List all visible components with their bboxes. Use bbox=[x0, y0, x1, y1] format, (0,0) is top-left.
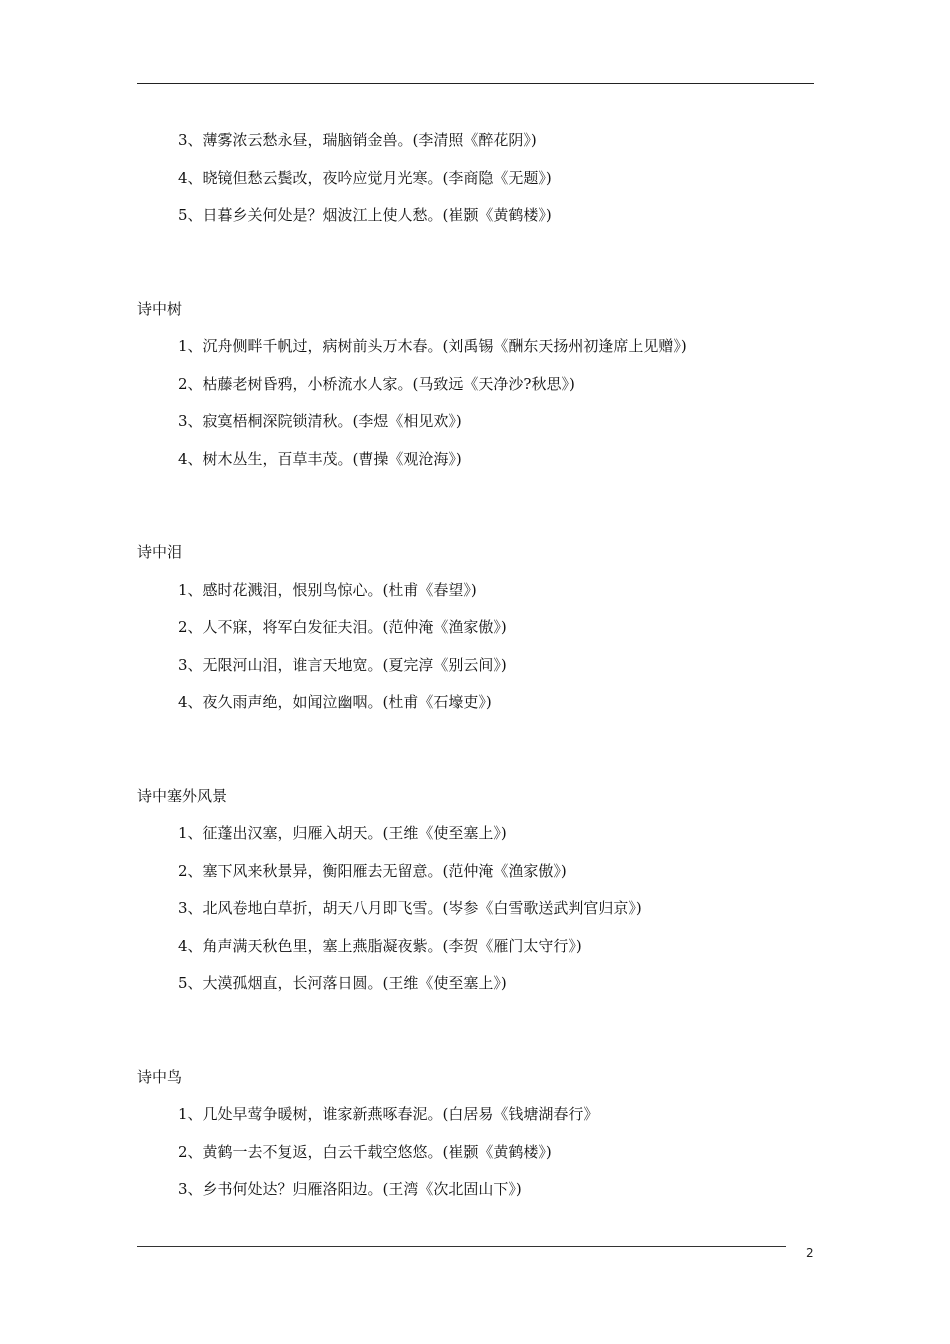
header-rule bbox=[137, 83, 814, 84]
list-item: 2、枯藤老树昏鸦，小桥流水人家。(马致远《天净沙?秋思》) bbox=[178, 374, 575, 393]
section-spacer bbox=[137, 235, 814, 291]
list-item: 3、寂寞梧桐深院锁清秋。(李煜《相见欢》) bbox=[178, 412, 462, 430]
section-tears bbox=[137, 534, 814, 722]
list-item: 3、北风卷地白草折，胡天八月即飞雪。(岑参《白雪歌送武判官归京》) bbox=[178, 899, 642, 917]
list-item: 4、夜久雨声绝，如闻泣幽咽。(杜甫《石壕吏》) bbox=[178, 693, 492, 711]
list-item: 2、人不寐，将军白发征夫泪。(范仲淹《渔家傲》) bbox=[178, 618, 507, 636]
page-number: 2 bbox=[806, 1246, 814, 1260]
section-birds bbox=[137, 1059, 814, 1209]
list-item: 1、感时花溅泪，恨别鸟惊心。(杜甫《春望》) bbox=[178, 580, 477, 599]
list-item: 1、沉舟侧畔千帆过，病树前头万木春。(刘禹锡《酬东天扬州初逢席上见赠》) bbox=[178, 337, 687, 355]
page-content bbox=[137, 122, 814, 1209]
section-spacer bbox=[137, 1003, 814, 1059]
section-spacer bbox=[137, 722, 814, 778]
section-frontier bbox=[137, 778, 814, 1003]
list-item: 4、角声满天秋色里，塞上燕脂凝夜紫。(李贺《雁门太守行》) bbox=[178, 936, 582, 955]
list-item: 2、塞下风来秋景异，衡阳雁去无留意。(范仲淹《渔家傲》) bbox=[178, 861, 567, 880]
list-item: 5、日暮乡关何处是？烟波江上使人愁。(崔颢《黄鹤楼》) bbox=[178, 206, 552, 224]
section-heading: 诗中树 bbox=[137, 299, 183, 318]
list-item: 3、乡书何处达？归雁洛阳边。(王湾《次北固山下》) bbox=[178, 1180, 522, 1198]
section-heading: 诗中鸟 bbox=[137, 1067, 183, 1086]
list-item: 3、薄雾浓云愁永昼，瑞脑销金兽。(李清照《醉花阴》) bbox=[178, 131, 537, 149]
section-heading: 诗中塞外风景 bbox=[137, 786, 228, 805]
section-heading: 诗中泪 bbox=[137, 543, 183, 561]
list-item: 4、树木丛生，百草丰茂。(曹操《观沧海》) bbox=[178, 449, 462, 468]
list-item: 1、几处早莺争暖树，谁家新燕啄春泥。(白居易《钱塘湖春行》 bbox=[178, 1105, 599, 1123]
list-item: 2、黄鹤一去不复返，白云千载空悠悠。(崔颢《黄鹤楼》) bbox=[178, 1142, 552, 1161]
section-spacer bbox=[137, 478, 814, 534]
list-item: 1、征蓬出汉塞，归雁入胡天。(王维《使至塞上》) bbox=[178, 824, 507, 842]
section-trees bbox=[137, 291, 814, 479]
list-item: 5、大漠孤烟直，长河落日圆。(王维《使至塞上》) bbox=[178, 974, 507, 992]
list-item: 4、晓镜但愁云鬓改，夜吟应觉月光寒。(李商隐《无题》) bbox=[178, 168, 552, 187]
footer-rule bbox=[137, 1246, 786, 1247]
list-item: 3、无限河山泪，谁言天地宽。(夏完淳《别云间》) bbox=[178, 655, 507, 674]
